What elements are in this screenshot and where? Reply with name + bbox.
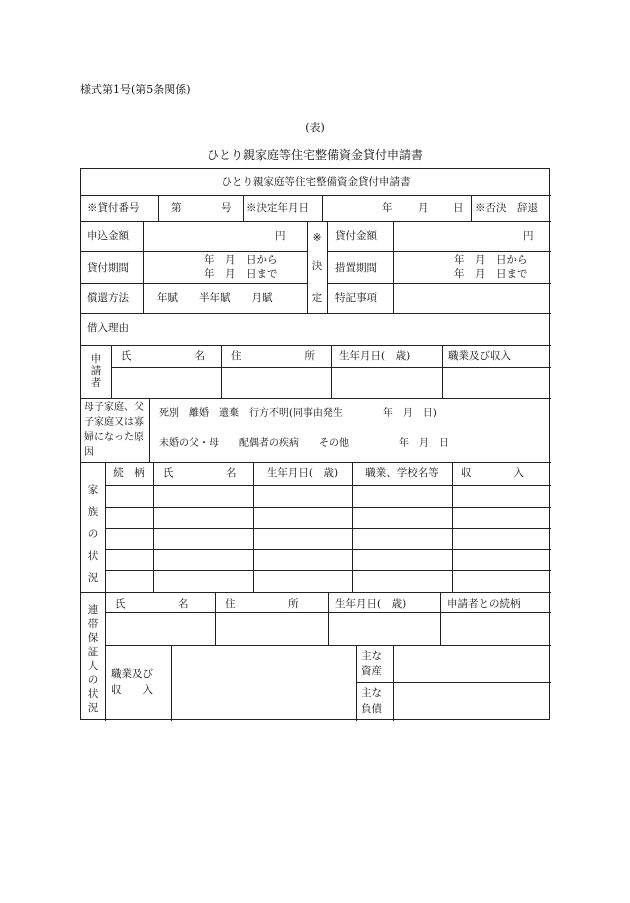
grace-period-from: 年 月 日から — [454, 254, 528, 266]
side-label: (表) — [305, 121, 325, 134]
guarantor-label: 連 帯 保 証 人 の 状 況 — [87, 604, 99, 714]
guarantor-job-label-1: 職業及び — [111, 668, 153, 680]
applicant-birthdate-label: 生年月日( 歳) — [339, 350, 411, 362]
cause-label: 母子家庭、父子家庭又は寡婦になった原因 — [84, 402, 144, 458]
decision-year: 年 — [382, 202, 393, 214]
decision-month: 月 — [418, 202, 429, 214]
family-label: 家 族 の 状 況 — [87, 484, 99, 584]
reason-label: 借入理由 — [87, 322, 129, 334]
guarantor-name-header: 氏 名 — [115, 598, 189, 610]
loan-number-label: ※貸付番号 — [87, 202, 140, 214]
applicant-occupation-label: 職業及び収入 — [448, 350, 511, 362]
loan-period-to: 年 月 日まで — [204, 268, 278, 280]
loan-amount-label: 貸付金額 — [335, 230, 377, 242]
special-label: 特記事項 — [335, 292, 377, 304]
form-table — [80, 168, 550, 720]
applicant-name-label: 氏 名 — [121, 350, 205, 362]
repay-method-label: 償還方法 — [87, 292, 129, 304]
decision-char-2: 定 — [311, 292, 323, 304]
loan-period-from: 年 月 日から — [204, 254, 278, 266]
guarantor-birth-header: 生年月日( 歳) — [335, 598, 407, 610]
loan-number-go: 号 — [221, 202, 232, 214]
family-birth-header: 生年月日( 歳) — [266, 467, 339, 479]
grace-period-label: 措置期間 — [335, 262, 377, 274]
family-job-header: 職業、学校名等 — [365, 467, 439, 479]
apply-amount-label: 申込金額 — [87, 230, 129, 242]
guarantor-job-label-2: 収 入 — [111, 684, 153, 696]
guarantor-relation-header: 申請者との続柄 — [447, 598, 521, 610]
main-debts-label-2: 負債 — [361, 703, 382, 715]
loan-amount-yen: 円 — [523, 230, 534, 242]
inner-title: ひとり親家庭等住宅整備資金貸付申請書 — [221, 176, 411, 188]
cause-line-2: 未婚の父・母 配偶者の疾病 その他 年 月 日 — [159, 438, 449, 449]
repay-options: 年賦 半年賦 月賦 — [157, 292, 273, 304]
document-title: ひとり親家庭等住宅整備資金貸付申請書 — [206, 148, 423, 162]
guarantor-address-header: 住 所 — [225, 598, 299, 610]
form-number: 様式第1号(第5条関係) — [80, 83, 191, 96]
applicant-label: 申 請 者 — [90, 353, 102, 389]
main-assets-label-1: 主な — [361, 650, 382, 662]
decision-mark: ※ — [312, 232, 322, 244]
cause-line-1: 死別 離婚 遺棄 行方不明(同事由発生 年 月 日) — [159, 408, 437, 419]
loan-number-dai: 第 — [171, 202, 182, 214]
family-name-header: 氏 名 — [163, 467, 237, 479]
loan-period-label: 貸付期間 — [87, 262, 129, 274]
main-assets-label-2: 資産 — [361, 665, 382, 677]
decision-char-1: 決 — [311, 260, 323, 272]
family-relation-header: 続 柄 — [113, 467, 145, 479]
grace-period-to: 年 月 日まで — [454, 268, 528, 280]
family-income-header: 収 入 — [461, 467, 524, 479]
decision-day: 日 — [453, 202, 464, 214]
approval-status: ※否決 辞退 — [475, 202, 538, 214]
main-debts-label-1: 主な — [361, 687, 382, 699]
applicant-address-label: 住 所 — [231, 350, 315, 362]
decision-date-label: ※決定年月日 — [246, 202, 309, 214]
apply-amount-yen: 円 — [275, 230, 286, 242]
